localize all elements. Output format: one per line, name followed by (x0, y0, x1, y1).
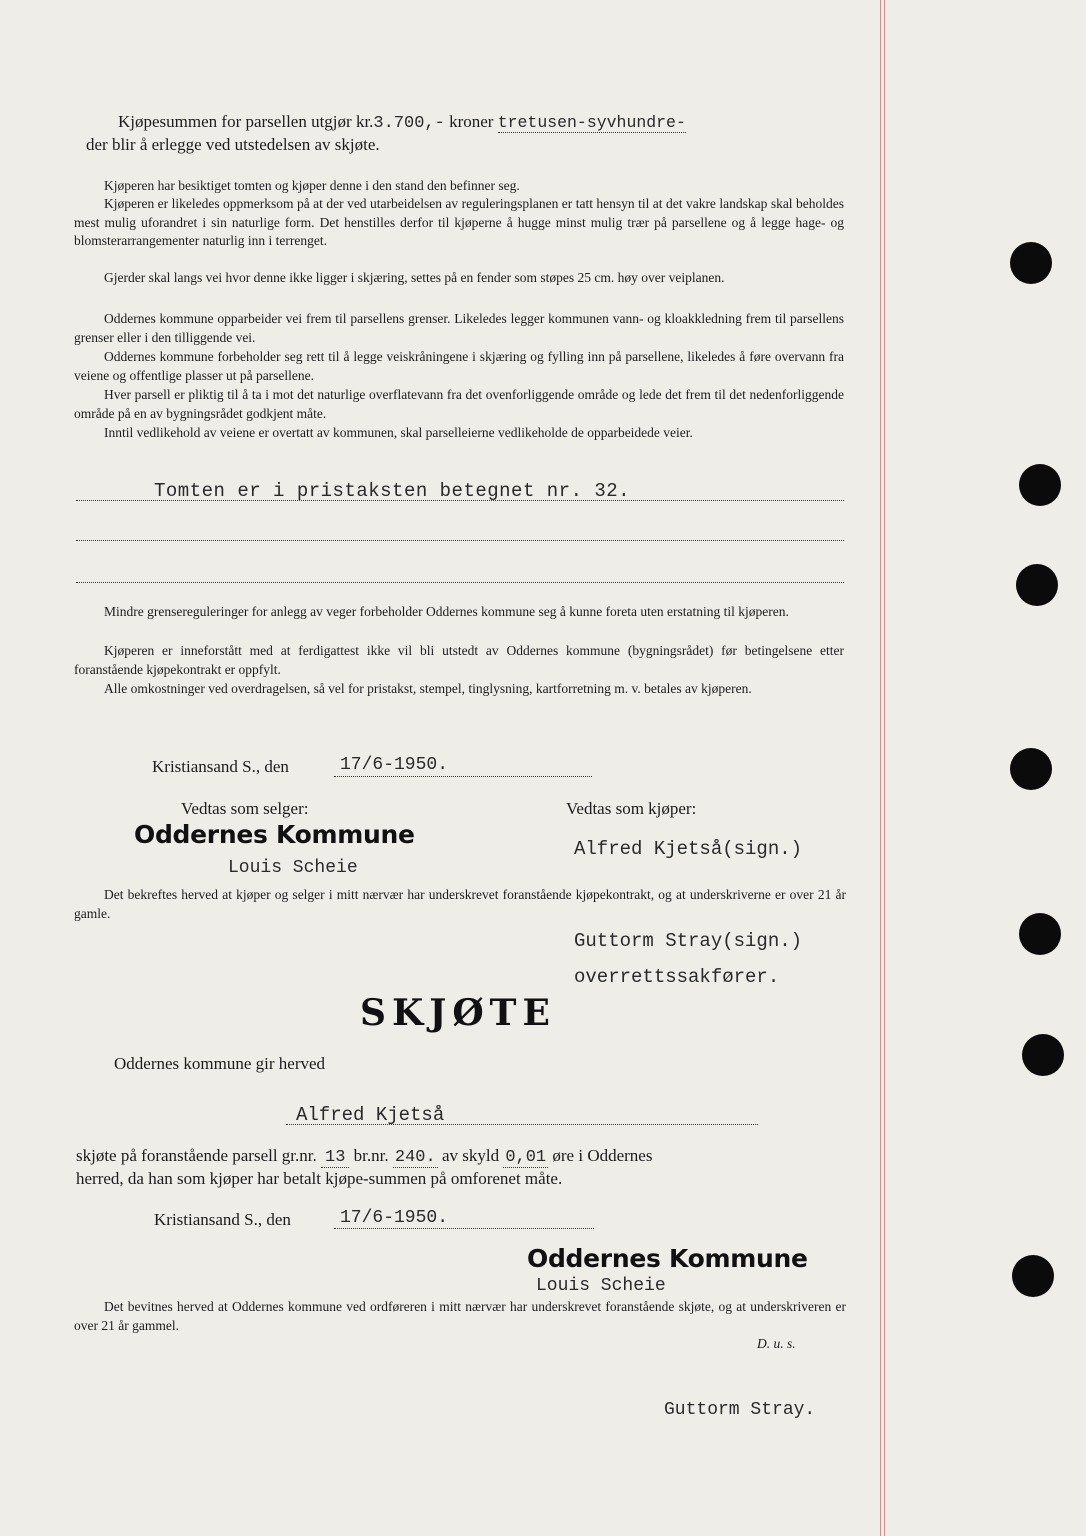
condition-paragraph: Inntil vedlikehold av veiene er overtatt av kommunen, skal parselleierne vedlikeholde de opparbeidede veier. (104, 425, 693, 440)
deed-line-1 (76, 1146, 652, 1167)
dotted-line (76, 540, 844, 541)
buyer-label: Vedtas som kjøper: (566, 799, 697, 818)
condition-paragraph: Mindre grensereguleringer for anlegg av veger forbeholder Oddernes kommune seg å kunne foreta uten erstatning til kjøperen. (104, 604, 789, 619)
margin-line-right (884, 0, 885, 1536)
punch-hole (1010, 242, 1052, 284)
dus-mark: D. u. s. (757, 1336, 796, 1351)
seller-label: Vedtas som selger: (181, 799, 309, 818)
price-amount-words: tretusen-syvhundre- (497, 113, 686, 132)
punch-hole (1010, 748, 1052, 790)
deed-stamp: Oddernes Kommune (527, 1244, 808, 1273)
deed-certification: Det bevitnes herved at Oddernes kommune ved ordføreren i mitt nærvær har underskrevet foranstående skjøte, og at underskriveren er over 21 år gammel. (74, 1299, 846, 1333)
dotted-line (76, 582, 844, 583)
condition-paragraph: Gjerder skal langs vei hvor denne ikke ligger i skjæring, settes på en fender som støpes 25 cm. høy over veiplanen. (104, 270, 725, 285)
condition-paragraph: Kjøperen er inneforstått med at ferdigattest ikke vil bli utstedt av Oddernes kommune (bygningsrådet) før betingelsene etter foranstående kjøpekontrakt er oppfylt. (74, 643, 844, 677)
deed-place-label: Kristiansand S., den (154, 1210, 291, 1229)
price-prefix: Kjøpesummen for parsellen utgjør kr. (118, 112, 374, 131)
deed-text: øre i Oddernes (552, 1146, 653, 1165)
deed-witness: Guttorm Stray. (664, 1400, 816, 1420)
deed-text: skjøte på foranstående parsell gr.nr. (76, 1146, 317, 1165)
deed-signatory: Louis Scheie (536, 1276, 666, 1296)
contract-date: 17/6-1950. (340, 755, 449, 775)
margin-line-left (880, 0, 881, 1536)
gnr-value: 13 (321, 1148, 349, 1168)
dotted-line (334, 776, 592, 777)
witness-title: overrettssakfører. (574, 966, 780, 988)
price-clause (118, 112, 686, 133)
buyer-signature: Alfred Kjetså(sign.) (574, 838, 803, 860)
witness-name: Guttorm Stray(sign.) (574, 930, 803, 952)
bnr-value: 240. (394, 1148, 436, 1167)
deed-grantee: Alfred Kjetså (296, 1104, 445, 1126)
price-amount: 3.700,- (373, 114, 445, 133)
typed-note: Tomten er i pristaksten betegnet nr. 32. (154, 480, 631, 502)
condition-paragraph: Hver parsell er pliktig til å ta i mot det naturlige overflatevann fra det ovenforliggende område og lede det frem til det nedenforliggende område på en av bygningsrådet godkjent måte. (74, 387, 844, 421)
punch-hole (1019, 913, 1061, 955)
punch-hole (1019, 464, 1061, 506)
condition-paragraph: Oddernes kommune opparbeider vei frem til parsellens grenser. Likeledes legger kommunen vann- og kloakkledning frem til parsellens grenser eller i den tilliggende vei. (74, 311, 844, 345)
dotted-line (76, 500, 844, 501)
condition-paragraph: Alle omkostninger ved overdragelsen, så vel for pristakst, stempel, tinglysning, kartforretning m. v. betales av kjøperen. (104, 681, 752, 696)
deed-intro: Oddernes kommune gir herved (114, 1054, 326, 1073)
punch-hole (1022, 1034, 1064, 1076)
condition-paragraph: Oddernes kommune forbeholder seg rett til å legge veiskråningene i skjæring og fylling inn på parsellene, likeledes å føre overvann fra veiene og offentlige plasser ut på parsellene. (74, 349, 844, 383)
condition-paragraph: Kjøperen har besiktiget tomten og kjøper denne i den stand den befinner seg. (104, 178, 520, 193)
deed-text: br.nr. (353, 1146, 389, 1165)
punch-hole (1016, 564, 1058, 606)
seller-signatory: Louis Scheie (228, 858, 358, 878)
price-middle: kroner (449, 112, 494, 131)
punch-hole (1012, 1255, 1054, 1297)
place-label: Kristiansand S., den (152, 757, 289, 776)
deed-line-2: herred, da han som kjøper har betalt kjøpe-summen på omforenet måte. (76, 1169, 563, 1188)
dotted-line (286, 1124, 758, 1125)
skyld-value: 0,01 (505, 1148, 547, 1167)
deed-text: av skyld (441, 1146, 500, 1165)
deed-title: SKJØTE (360, 992, 556, 1034)
condition-paragraph: Kjøperen er likeledes oppmerksom på at der ved utarbeidelsen av reguleringsplanen er tatt hensyn til at det vakre landskap skal beholdes mest mulig uforandret i sin naturlige form. Det henstilles derfor til kjøperne å hugge minst mulig trær på parsellene og å legge hage- og blomsterarrangementer naturlig inn i terrenget. (74, 196, 844, 248)
price-line-2: der blir å erlegge ved utstedelsen av skjøte. (86, 135, 380, 154)
attestation: Det bekreftes herved at kjøper og selger i mitt nærvær har underskrevet foranstående kjøpekontrakt, og at underskriverne er over 21 år gamle. (74, 887, 846, 921)
seller-stamp: Oddernes Kommune (134, 820, 415, 849)
dotted-line (334, 1228, 594, 1229)
deed-date: 17/6-1950. (340, 1208, 449, 1228)
